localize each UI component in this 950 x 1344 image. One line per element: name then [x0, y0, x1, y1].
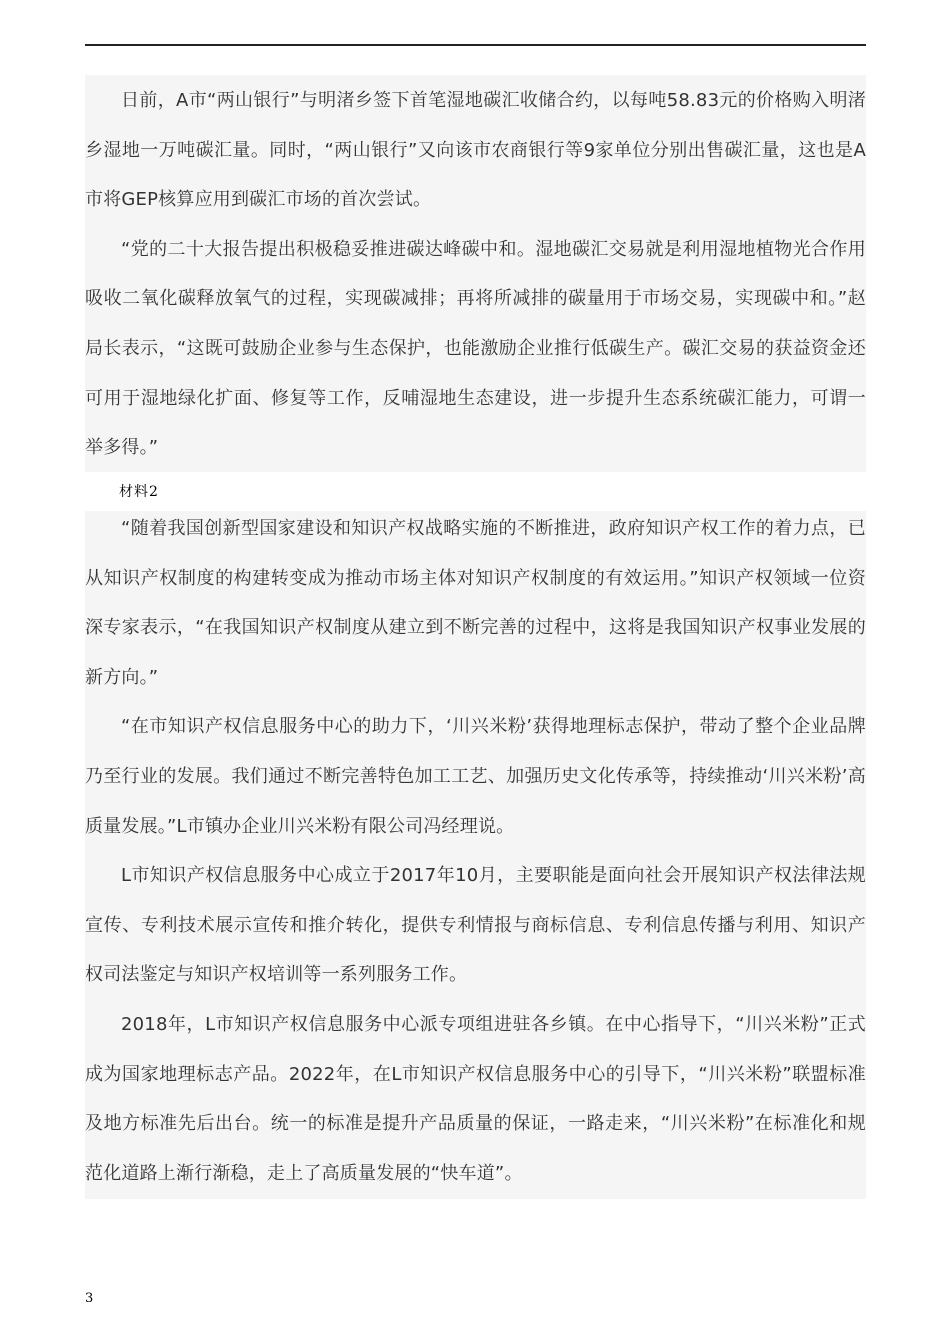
material-2-paragraph-4: 2018年，L市知识产权信息服务中心派专项组进驻各乡镇。在中心指导下，“川兴米粉”正式成为国家地理标志产品。2022年，在L市知识产权信息服务中心的引导下，“川兴米粉”联盟标准及地方标准先后出台。统一的标准是提升产品质量的保证，一路走来，“川兴米粉”在标准化和规范化道路上渐行渐稳，走上了高质量发展的“快车道”。: [85, 1013, 866, 1184]
header-rule: [85, 44, 866, 46]
material-1-paragraph-2: “党的二十大报告提出积极稳妥推进碳达峰碳中和。湿地碳汇交易就是利用湿地植物光合作用吸收二氧化碳释放氧气的过程，实现碳减排；再将所减排的碳量用于市场交易，实现碳中和。”赵局长表示，“这既可鼓励企业参与生态保护，也能激励企业推行低碳生产。碳汇交易的获益资金还可用于湿地绿化扩面、修复等工作，反哺湿地生态建设，进一步提升生态系统碳汇能力，可谓一举多得。”: [85, 238, 866, 459]
material-2-block: [85, 511, 866, 1199]
material-2-label: 材料2: [119, 484, 159, 500]
material-1-paragraph-1: 日前，A市“两山银行”与明渚乡签下首笔湿地碳汇收储合约，以每吨58.83元的价格购入明渚乡湿地一万吨碳汇量。同时，“两山银行”又向该市农商银行等9家单位分别出售碳汇量，这也是A市将GEP核算应用到碳汇市场的首次尝试。: [85, 90, 866, 211]
material-2-paragraph-2: “在市知识产权信息服务中心的助力下，‘川兴米粉’获得地理标志保护，带动了整个企业品牌乃至行业的发展。我们通过不断完善特色加工工艺、加强历史文化传承等，持续推动‘川兴米粉’高质量发展。”L市镇办企业川兴米粉有限公司冯经理说。: [85, 716, 866, 837]
page-number: 3: [85, 1291, 94, 1306]
material-1-block: [85, 75, 866, 472]
material-2-paragraph-3: L市知识产权信息服务中心成立于2017年10月，主要职能是面向社会开展知识产权法律法规宣传、专利技术展示宣传和推介转化，提供专利情报与商标信息、专利信息传播与利用、知识产权司法鉴定与知识产权培训等一系列服务工作。: [85, 865, 866, 986]
material-2-paragraph-1: “随着我国创新型国家建设和知识产权战略实施的不断推进，政府知识产权工作的着力点，已从知识产权制度的构建转变成为推动市场主体对知识产权制度的有效运用。”知识产权领域一位资深专家表示，“在我国知识产权制度从建立到不断完善的过程中，这将是我国知识产权事业发展的新方向。”: [85, 518, 866, 688]
